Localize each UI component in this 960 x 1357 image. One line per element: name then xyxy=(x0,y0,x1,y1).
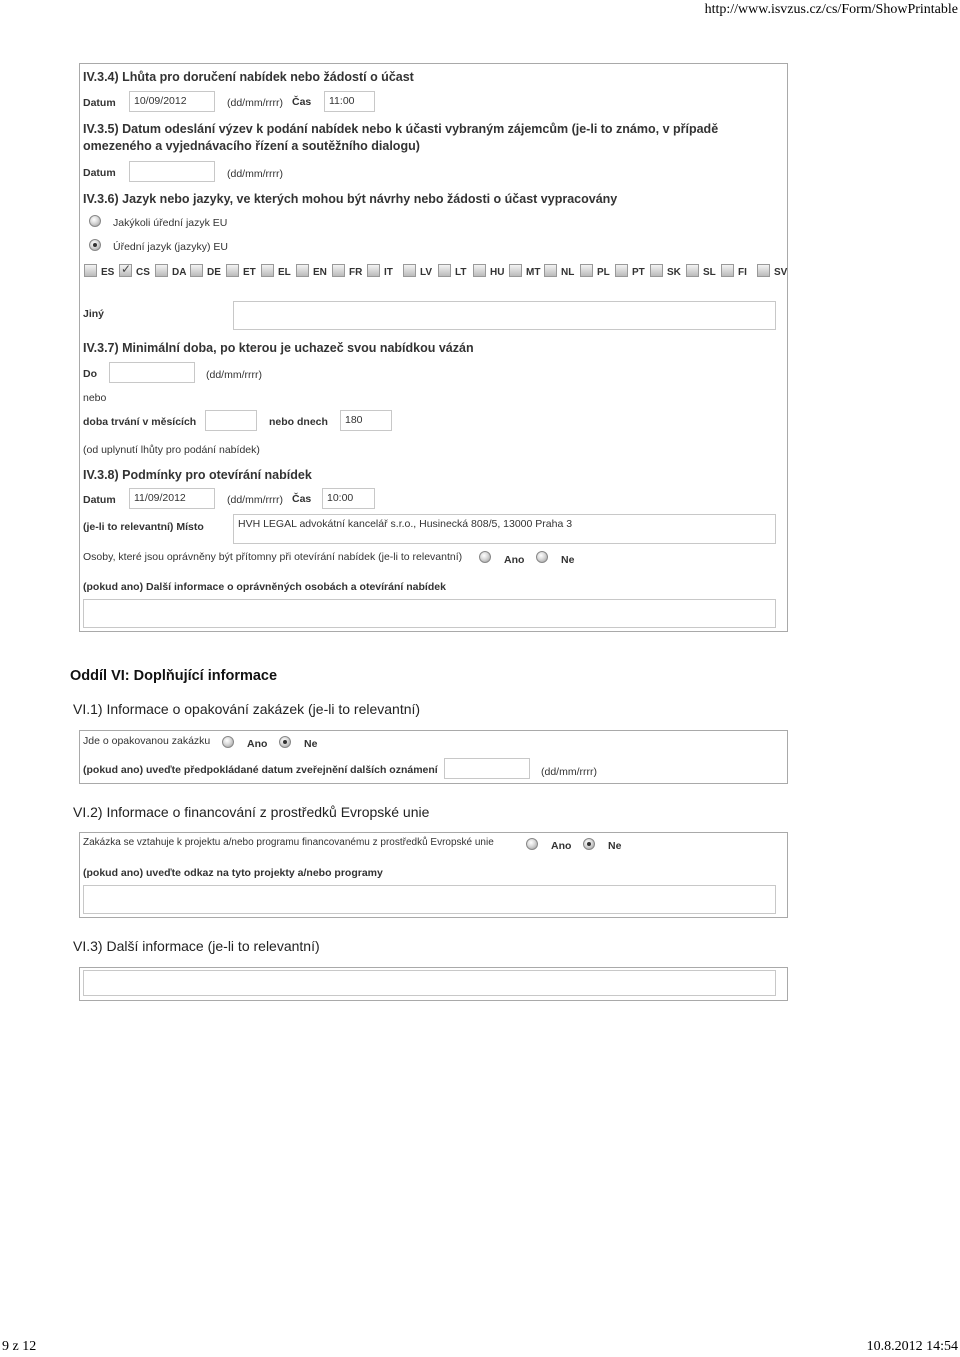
vi2-title: VI.2) Informace o financování z prostředků Evropské unie xyxy=(73,804,430,820)
lang-label-et: ET xyxy=(243,267,256,278)
s4-date-field[interactable]: 10/09/2012 xyxy=(129,91,215,112)
s8-info-label: (pokud ano) Další informace o oprávněných osobách a otevírání nabídek xyxy=(83,581,446,593)
s7-days-label: nebo dnech xyxy=(269,416,328,428)
s7-months-label: doba trvání v měsících xyxy=(83,416,197,428)
lang-label-pl: PL xyxy=(597,267,610,278)
lang-label-it: IT xyxy=(384,267,393,278)
s7-days-field[interactable]: 180 xyxy=(340,410,392,431)
s8-persons-no-radio[interactable] xyxy=(536,551,548,563)
vi1-yes-label: Ano xyxy=(247,738,268,750)
lang-checkbox-hu[interactable] xyxy=(473,264,486,277)
lang-checkbox-mt[interactable] xyxy=(509,264,522,277)
vi2-no-radio[interactable] xyxy=(583,838,595,850)
lang-checkbox-nl[interactable] xyxy=(544,264,557,277)
s8-persons-label: Osoby, které jsou oprávněny být přítomny při otevírání nabídek (je-li to relevantní) xyxy=(83,551,463,563)
s5-date-label: Datum xyxy=(83,167,116,179)
lang-label-sk: SK xyxy=(667,267,681,278)
s8-time-label: Čas xyxy=(292,493,312,505)
lang-checkbox-el[interactable] xyxy=(261,264,274,277)
vi3-field[interactable] xyxy=(83,970,776,996)
lang-label-lv: LV xyxy=(420,267,433,278)
lang-label-fr: FR xyxy=(349,267,363,278)
lang-checkbox-fi[interactable] xyxy=(721,264,734,277)
s7-note: (od uplynutí lhůty pro podání nabídek) xyxy=(83,444,260,456)
s7-months-field[interactable] xyxy=(205,410,257,431)
other-language-field[interactable] xyxy=(233,301,776,330)
lang-label-lt: LT xyxy=(455,267,467,278)
official-language-radio[interactable] xyxy=(89,239,101,251)
lang-checkbox-de[interactable] xyxy=(190,264,203,277)
s8-info-field[interactable] xyxy=(83,599,776,628)
s4-date-label: Datum xyxy=(83,97,116,109)
s7-until-field[interactable] xyxy=(109,362,195,383)
s8-place-label: (je-li to relevantní) Místo xyxy=(83,521,204,533)
s8-date-field[interactable]: 11/09/2012 xyxy=(129,488,215,509)
lang-label-pt: PT xyxy=(632,267,645,278)
vi1-title: VI.1) Informace o opakování zakázek (je-li to relevantní) xyxy=(73,701,421,717)
lang-checkbox-et[interactable] xyxy=(226,264,239,277)
lang-label-nl: NL xyxy=(561,267,575,278)
lang-label-hu: HU xyxy=(490,267,505,278)
s8-persons-yes-radio[interactable] xyxy=(479,551,491,563)
lang-checkbox-cs[interactable] xyxy=(119,264,132,277)
s8-persons-no-label: Ne xyxy=(561,554,575,566)
print-datetime: 10.8.2012 14:54 xyxy=(866,1339,958,1354)
s4-time-field[interactable]: 11:00 xyxy=(324,91,375,112)
s7-title: IV.3.7) Minimální doba, po kterou je uchazeč svou nabídkou vázán xyxy=(83,341,474,355)
lang-label-en: EN xyxy=(313,267,327,278)
lang-checkbox-sv[interactable] xyxy=(757,264,770,277)
s5-date-field[interactable] xyxy=(129,161,215,182)
vi1-no-label: Ne xyxy=(304,738,318,750)
vi2-yes-label: Ano xyxy=(551,840,572,852)
lang-checkbox-pt[interactable] xyxy=(615,264,628,277)
vi1-yes-radio[interactable] xyxy=(222,736,234,748)
s7-date-format: (dd/mm/rrrr) xyxy=(206,369,262,381)
s8-title: IV.3.8) Podmínky pro otevírání nabídek xyxy=(83,468,312,482)
s7-or-label: nebo xyxy=(83,392,107,404)
page-url: http://www.isvzus.cz/cs/Form/ShowPrintable xyxy=(704,2,958,17)
lang-checkbox-it[interactable] xyxy=(367,264,380,277)
s8-time-field[interactable]: 10:00 xyxy=(322,488,375,509)
vi1-date-format: (dd/mm/rrrr) xyxy=(541,766,597,778)
page-number: 9 z 12 xyxy=(2,1339,37,1354)
lang-checkbox-lt[interactable] xyxy=(438,264,451,277)
any-language-radio[interactable] xyxy=(89,215,101,227)
vi1-question: Jde o opakovanou zakázku xyxy=(83,735,211,747)
s8-persons-yes-label: Ano xyxy=(504,554,525,566)
any-language-label: Jakýkoli úřední jazyk EU xyxy=(113,217,228,229)
lang-label-da: DA xyxy=(172,267,187,278)
s5-title-line2: omezeného a vyjednávacího řízení a soutěžního dialogu) xyxy=(83,139,420,153)
section-vi-title: Oddíl VI: Doplňující informace xyxy=(70,668,278,684)
vi2-question: Zakázka se vztahuje k projektu a/nebo programu financovanému z prostředků Evropské unie xyxy=(83,837,494,848)
lang-label-sv: SV xyxy=(774,267,788,278)
s5-title-line1: IV.3.5) Datum odeslání výzev k podání nabídek nebo k účasti vybraným zájemcům (je-li to známo, v případě xyxy=(83,122,719,136)
lang-label-el: EL xyxy=(278,267,291,278)
vi1-date-field[interactable] xyxy=(444,758,530,779)
lang-checkbox-fr[interactable] xyxy=(332,264,345,277)
lang-checkbox-sl[interactable] xyxy=(686,264,699,277)
lang-checkbox-lv[interactable] xyxy=(403,264,416,277)
lang-checkbox-es[interactable] xyxy=(84,264,97,277)
lang-label-sl: SL xyxy=(703,267,716,278)
vi2-no-label: Ne xyxy=(608,840,622,852)
lang-checkbox-en[interactable] xyxy=(296,264,309,277)
lang-checkbox-sk[interactable] xyxy=(650,264,663,277)
s4-date-format: (dd/mm/rrrr) xyxy=(227,97,283,109)
vi1-date-label: (pokud ano) uveďte předpokládané datum zveřejnění dalších oznámení xyxy=(83,764,438,776)
lang-checkbox-da[interactable] xyxy=(155,264,168,277)
lang-label-fi: FI xyxy=(738,267,747,278)
s6-title: IV.3.6) Jazyk nebo jazyky, ve kterých mohou být návrhy nebo žádosti o účast vypracovány xyxy=(83,192,618,206)
s4-title: IV.3.4) Lhůta pro doručení nabídek nebo žádostí o účast xyxy=(83,70,414,84)
vi1-no-radio[interactable] xyxy=(279,736,291,748)
s5-date-format: (dd/mm/rrrr) xyxy=(227,168,283,180)
vi2-yes-radio[interactable] xyxy=(526,838,538,850)
check-icon: ✓ xyxy=(121,262,132,276)
lang-label-cs: CS xyxy=(136,267,150,278)
lang-label-de: DE xyxy=(207,267,221,278)
vi2-ref-label: (pokud ano) uveďte odkaz na tyto projekty a/nebo programy xyxy=(83,867,383,879)
s8-place-field[interactable]: HVH LEGAL advokátní kancelář s.r.o., Husinecká 808/5, 13000 Praha 3 xyxy=(233,514,776,544)
s4-time-label: Čas xyxy=(292,96,312,108)
s7-until-label: Do xyxy=(83,368,97,380)
s8-date-format: (dd/mm/rrrr) xyxy=(227,494,283,506)
lang-label-mt: MT xyxy=(526,267,541,278)
vi2-ref-field[interactable] xyxy=(83,885,776,914)
lang-label-es: ES xyxy=(101,267,115,278)
other-language-label: Jiný xyxy=(83,308,105,320)
vi3-title: VI.3) Další informace (je-li to relevantní) xyxy=(73,938,320,954)
official-language-label: Úřední jazyk (jazyky) EU xyxy=(113,241,228,253)
s8-date-label: Datum xyxy=(83,494,116,506)
lang-checkbox-pl[interactable] xyxy=(580,264,593,277)
